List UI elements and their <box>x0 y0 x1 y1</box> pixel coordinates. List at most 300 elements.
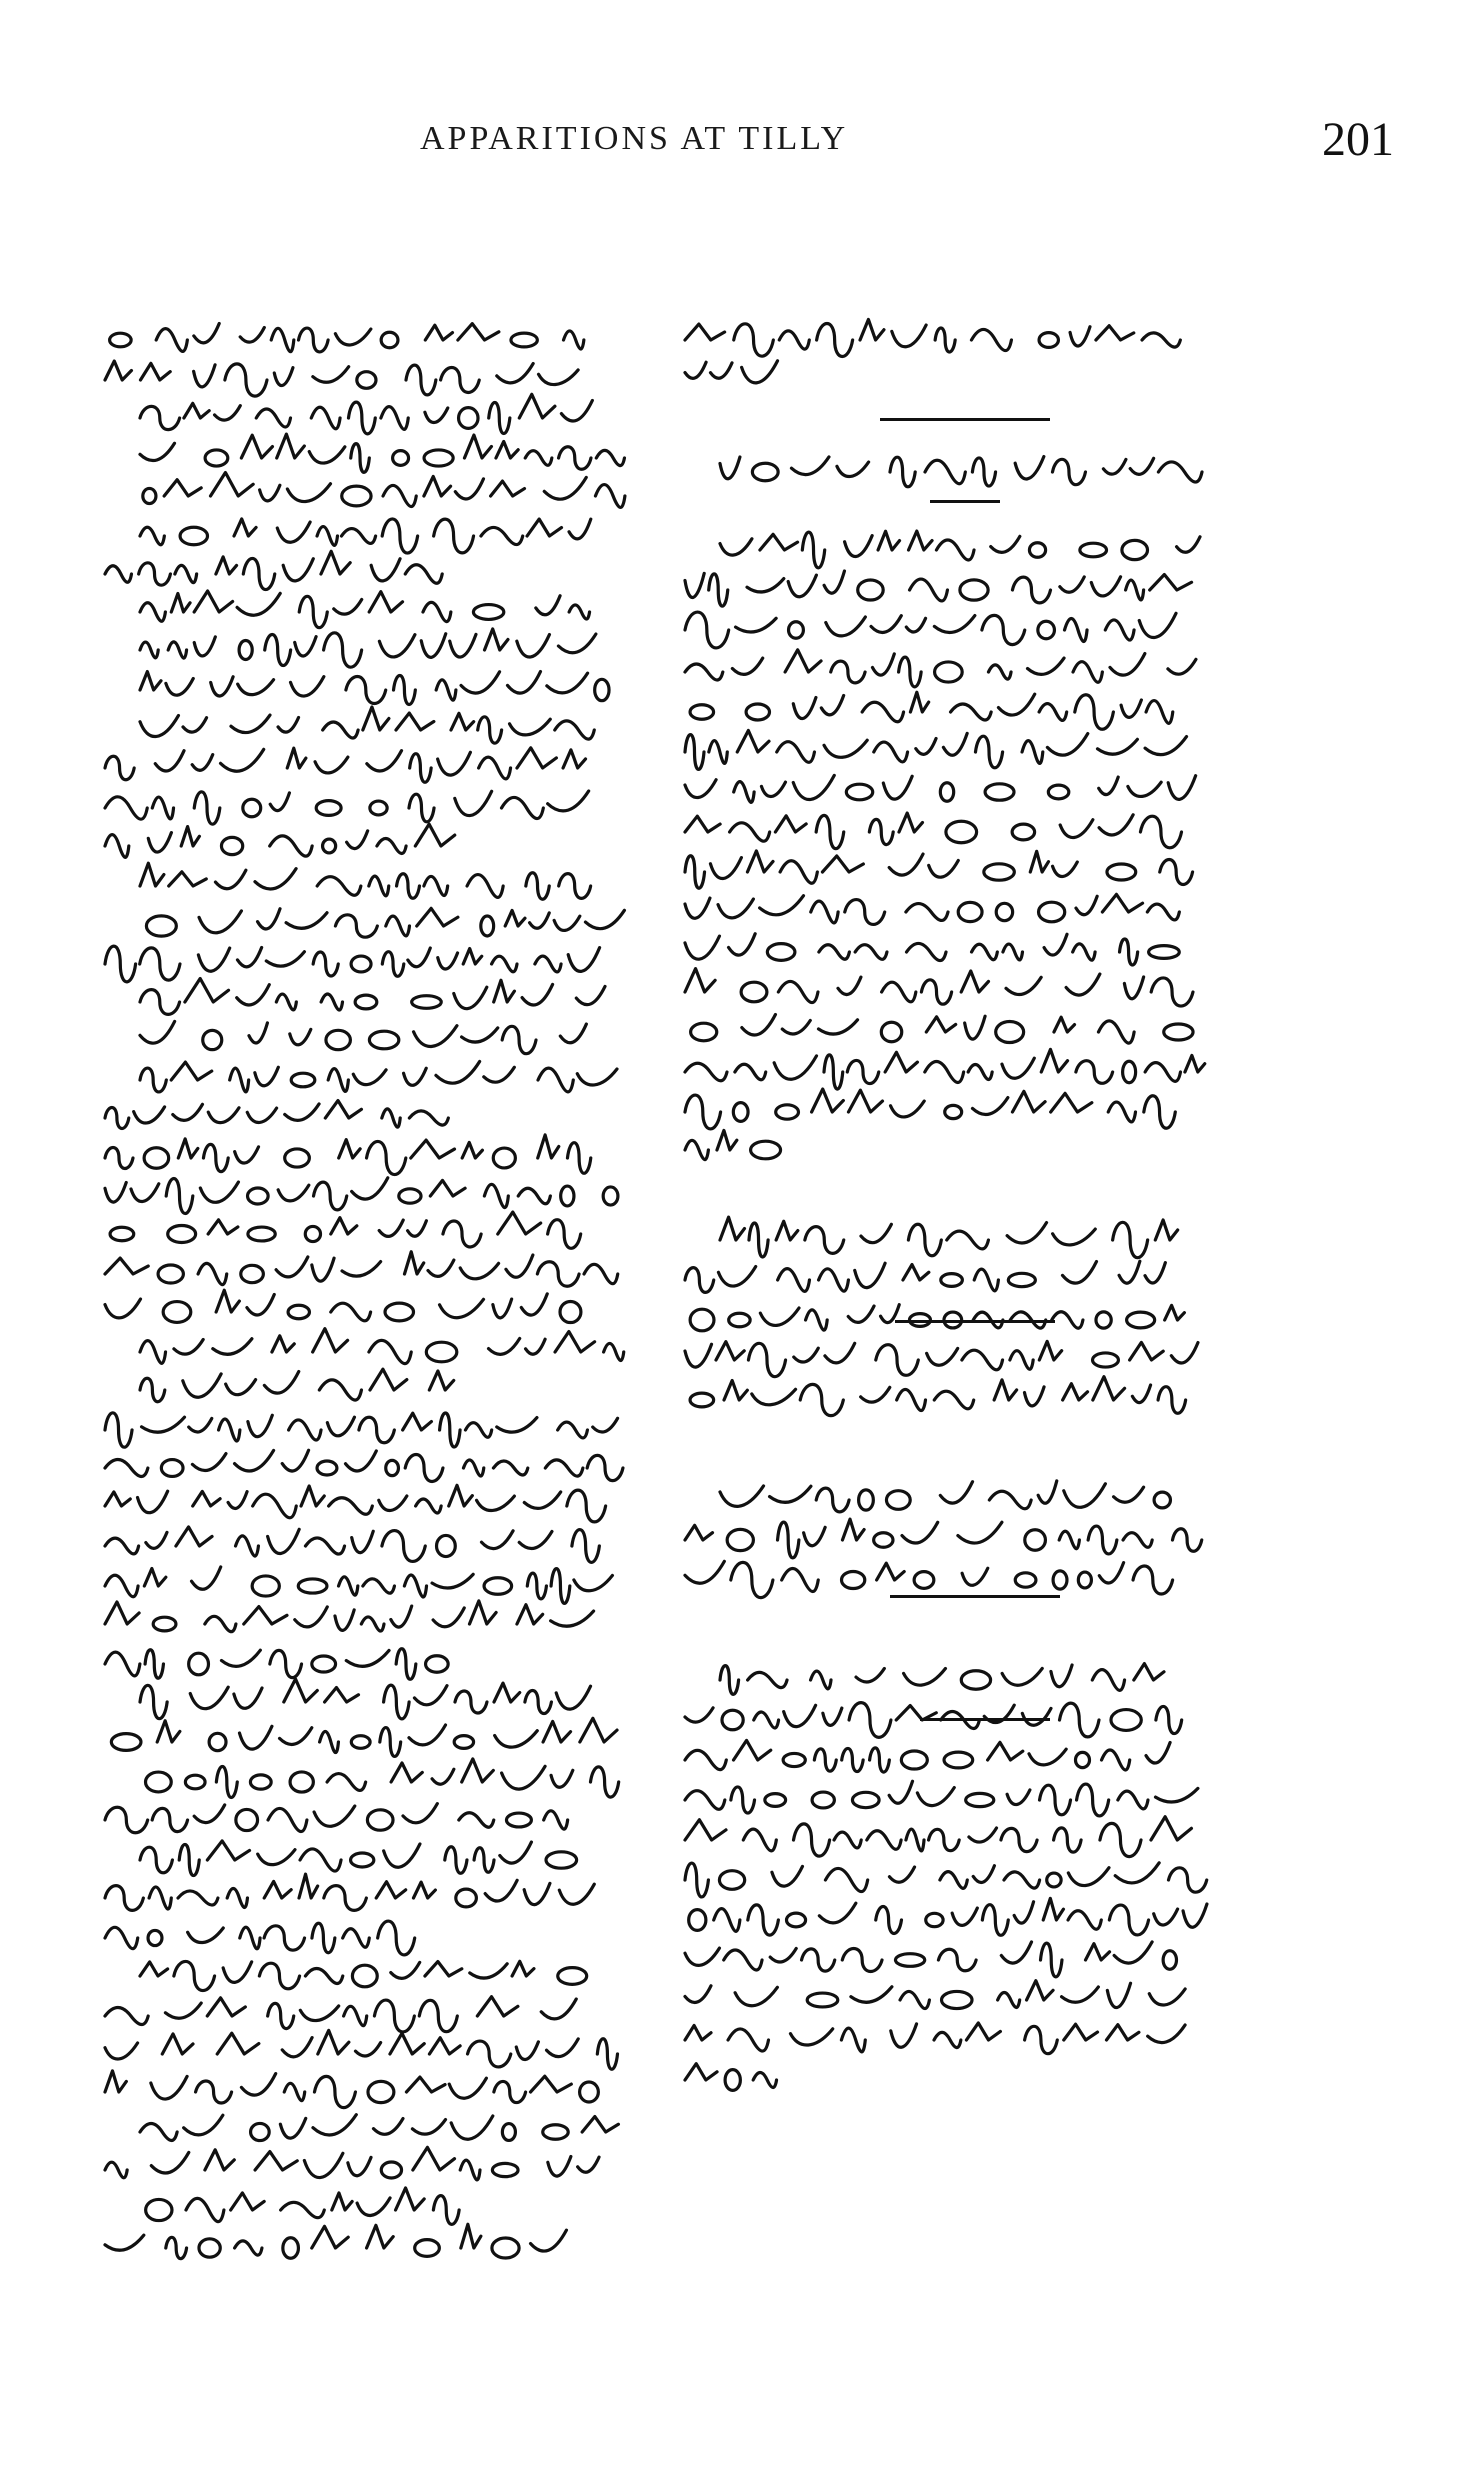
shorthand-glyph <box>324 1886 367 1911</box>
shorthand-glyph <box>288 1305 309 1318</box>
shorthand-glyph <box>105 361 131 380</box>
shorthand-glyph <box>429 2038 460 2054</box>
shorthand-glyph <box>936 540 974 560</box>
shorthand-glyph <box>146 2199 172 2220</box>
shorthand-glyph <box>1039 333 1058 348</box>
shorthand-glyph <box>1128 782 1161 796</box>
shorthand-glyph <box>264 1881 291 1898</box>
shorthand-glyph <box>474 1848 494 1872</box>
shorthand-glyph <box>1029 543 1045 558</box>
shorthand-glyph <box>430 1180 465 1196</box>
shorthand-glyph <box>855 945 887 960</box>
shorthand-glyph <box>497 1418 537 1433</box>
shorthand-glyph <box>1004 1872 1040 1888</box>
shorthand-glyph <box>1077 1784 1109 1816</box>
shorthand-glyph <box>685 898 710 918</box>
shorthand-glyph <box>455 791 492 815</box>
shorthand-glyph <box>685 2025 711 2040</box>
shorthand-glyph <box>194 591 232 612</box>
shorthand-glyph <box>467 875 503 898</box>
shorthand-glyph <box>917 1788 954 1806</box>
shorthand-glyph <box>423 602 451 621</box>
shorthand-glyph <box>456 1889 477 1907</box>
shorthand-glyph <box>105 1652 140 1676</box>
shorthand-glyph <box>192 755 213 771</box>
shorthand-glyph <box>314 1182 347 1210</box>
shorthand-glyph <box>282 2038 312 2057</box>
shorthand-glyph <box>926 1017 955 1032</box>
shorthand-glyph <box>838 977 861 994</box>
shorthand-glyph <box>1155 1220 1177 1240</box>
shorthand-glyph <box>146 1772 172 1792</box>
shorthand-glyph <box>105 756 134 780</box>
shorthand-glyph <box>355 995 377 1009</box>
shorthand-glyph <box>777 742 815 763</box>
shorthand-glyph <box>907 943 946 960</box>
shorthand-glyph <box>1054 1017 1075 1032</box>
shorthand-glyph <box>734 1740 771 1760</box>
shorthand-glyph <box>895 1954 924 1967</box>
shorthand-glyph <box>426 1656 449 1672</box>
shorthand-glyph <box>156 329 187 352</box>
shorthand-glyph <box>782 1568 819 1591</box>
shorthand-glyph <box>900 1991 929 2008</box>
shorthand-glyph <box>734 324 774 356</box>
shorthand-glyph <box>741 982 767 1002</box>
shorthand-glyph <box>1054 1828 1081 1852</box>
shorthand-glyph <box>1150 575 1192 590</box>
shorthand-glyph <box>105 1492 130 1506</box>
shorthand-glyph <box>248 1227 275 1241</box>
shorthand-glyph <box>1149 1989 1185 2005</box>
shorthand-glyph <box>1158 1387 1186 1414</box>
shorthand-glyph <box>821 695 843 714</box>
shorthand-glyph <box>192 1454 226 1471</box>
shorthand-glyph <box>512 1961 534 1976</box>
shorthand-glyph <box>867 1831 901 1850</box>
shorthand-glyph <box>317 527 337 546</box>
shorthand-glyph <box>1091 577 1120 596</box>
shorthand-glyph <box>255 869 296 889</box>
shorthand-glyph <box>290 1772 313 1792</box>
shorthand-glyph <box>538 1135 559 1158</box>
shorthand-glyph <box>825 1868 867 1891</box>
shorthand-glyph <box>321 551 350 574</box>
shorthand-glyph <box>525 451 552 466</box>
shorthand-glyph <box>1012 577 1050 603</box>
shorthand-glyph <box>140 863 164 886</box>
shorthand-glyph <box>481 916 494 936</box>
shorthand-glyph <box>1053 1229 1096 1245</box>
shorthand-glyph <box>582 2117 618 2132</box>
shorthand-glyph <box>961 1671 990 1689</box>
shorthand-glyph <box>901 1751 927 1769</box>
shorthand-glyph <box>231 2193 264 2210</box>
shorthand-glyph <box>441 368 480 393</box>
shorthand-glyph <box>371 559 400 581</box>
shorthand-glyph <box>1076 1061 1113 1084</box>
shorthand-glyph <box>144 1148 169 1169</box>
shorthand-glyph <box>1044 934 1067 955</box>
shorthand-glyph <box>760 1308 799 1325</box>
shorthand-glyph <box>559 1884 594 1904</box>
shorthand-glyph <box>473 605 503 620</box>
shorthand-glyph <box>313 367 349 383</box>
shorthand-glyph <box>783 1753 805 1766</box>
shorthand-glyph <box>770 1948 796 1962</box>
shorthand-glyph <box>685 612 729 648</box>
shorthand-glyph <box>198 1263 227 1284</box>
shorthand-glyph <box>925 460 965 483</box>
shorthand-glyph <box>926 1913 943 1926</box>
shorthand-glyph <box>205 1616 236 1631</box>
shorthand-glyph <box>576 986 605 1004</box>
shorthand-glyph <box>1080 543 1107 557</box>
shorthand-glyph <box>906 618 925 632</box>
shorthand-glyph <box>824 571 844 593</box>
shorthand-glyph <box>460 1263 498 1278</box>
shorthand-glyph <box>237 593 280 615</box>
shorthand-glyph <box>373 2119 402 2135</box>
shorthand-glyph <box>278 718 298 733</box>
shorthand-glyph <box>947 1231 989 1249</box>
shorthand-glyph <box>780 861 817 884</box>
shorthand-glyph <box>749 1223 768 1257</box>
shorthand-glyph <box>405 1455 443 1482</box>
shorthand-glyph <box>869 819 893 844</box>
shorthand-glyph <box>484 1067 515 1082</box>
shorthand-glyph <box>685 780 716 798</box>
shorthand-glyph <box>184 403 209 418</box>
shorthand-glyph <box>890 457 915 487</box>
shorthand-glyph <box>1168 659 1196 674</box>
shorthand-glyph <box>250 1775 271 1789</box>
shorthand-glyph <box>891 2024 917 2047</box>
shorthand-glyph <box>569 605 589 619</box>
shorthand-glyph <box>962 1350 1003 1370</box>
shorthand-glyph <box>369 1031 398 1049</box>
shorthand-glyph <box>348 2157 371 2175</box>
shorthand-glyph <box>492 956 517 972</box>
shorthand-glyph <box>1139 613 1176 637</box>
shorthand-glyph <box>295 1607 327 1627</box>
shorthand-glyph <box>719 1871 744 1890</box>
shorthand-glyph <box>849 1703 891 1738</box>
shorthand-glyph <box>782 1020 810 1034</box>
shorthand-glyph <box>163 1302 191 1323</box>
shorthand-glyph <box>413 1882 435 1898</box>
shorthand-glyph <box>770 1486 811 1502</box>
shorthand-glyph <box>305 1968 342 1983</box>
shorthand-glyph <box>747 579 784 592</box>
shorthand-glyph <box>714 1909 740 1932</box>
shorthand-glyph <box>1025 2026 1058 2053</box>
shorthand-glyph <box>140 990 180 1015</box>
shorthand-glyph <box>440 1299 484 1317</box>
shorthand-glyph <box>105 1575 138 1596</box>
shorthand-glyph <box>463 1460 483 1476</box>
shorthand-glyph <box>1093 1353 1119 1367</box>
shorthand-glyph <box>424 450 453 466</box>
shorthand-glyph <box>238 680 274 695</box>
shorthand-glyph <box>493 1299 512 1318</box>
running-title: APPARITIONS AT TILLY <box>420 120 849 157</box>
shorthand-glyph <box>327 1774 366 1791</box>
shorthand-glyph <box>720 539 752 555</box>
shorthand-glyph <box>1015 1573 1036 1587</box>
shorthand-glyph <box>264 1372 298 1394</box>
shorthand-glyph <box>1146 701 1173 724</box>
shorthand-glyph <box>897 1389 926 1410</box>
shorthand-glyph <box>315 757 348 773</box>
right-column-script <box>680 300 1240 2450</box>
shorthand-glyph <box>1098 739 1138 754</box>
shorthand-glyph <box>460 2160 480 2180</box>
section-divider <box>890 1595 1060 1598</box>
shorthand-glyph <box>145 1650 163 1678</box>
shorthand-glyph <box>819 1269 849 1291</box>
shorthand-glyph <box>825 1343 855 1363</box>
shorthand-glyph <box>462 1028 498 1042</box>
shorthand-glyph <box>370 1369 407 1390</box>
shorthand-glyph <box>341 529 375 544</box>
shorthand-glyph <box>1060 577 1084 592</box>
shorthand-glyph <box>277 434 305 458</box>
shorthand-glyph <box>535 956 561 972</box>
shorthand-glyph <box>485 1880 517 1901</box>
shorthand-glyph <box>753 2072 776 2087</box>
shorthand-glyph <box>998 1993 1020 2008</box>
shorthand-glyph <box>551 1569 570 1604</box>
shorthand-glyph <box>183 718 207 732</box>
shorthand-glyph <box>382 1109 400 1127</box>
shorthand-glyph <box>891 1101 925 1117</box>
shorthand-glyph <box>243 558 274 589</box>
shorthand-glyph <box>1024 1387 1044 1406</box>
shorthand-glyph <box>140 1021 175 1043</box>
shorthand-glyph <box>451 2116 493 2139</box>
shorthand-glyph <box>1099 777 1118 794</box>
shorthand-glyph <box>266 952 304 966</box>
shorthand-glyph <box>1156 1706 1182 1733</box>
shorthand-glyph <box>194 1805 224 1823</box>
shorthand-glyph <box>379 1496 407 1511</box>
shorthand-glyph <box>323 722 358 738</box>
shorthand-glyph <box>837 462 869 476</box>
shorthand-glyph <box>1106 2025 1138 2040</box>
shorthand-glyph <box>144 1569 166 1586</box>
shorthand-glyph <box>343 1929 370 1948</box>
shorthand-glyph <box>140 1378 165 1401</box>
shorthand-glyph <box>381 2162 401 2178</box>
shorthand-glyph <box>1002 1058 1034 1078</box>
shorthand-glyph <box>555 721 594 739</box>
shorthand-glyph <box>595 485 624 508</box>
shorthand-glyph <box>574 1575 613 1590</box>
shorthand-glyph <box>138 1491 168 1513</box>
shorthand-glyph <box>179 1844 199 1875</box>
shorthand-glyph <box>811 1671 831 1689</box>
shorthand-glyph <box>276 1257 308 1277</box>
shorthand-glyph <box>140 642 158 658</box>
shorthand-glyph <box>1075 695 1114 730</box>
shorthand-glyph <box>556 1686 590 1709</box>
shorthand-glyph <box>996 903 1012 920</box>
shorthand-glyph <box>450 634 476 657</box>
shorthand-glyph <box>965 1016 985 1039</box>
shorthand-glyph <box>544 1811 568 1829</box>
shorthand-glyph <box>972 1098 1007 1115</box>
shorthand-glyph <box>1177 537 1200 552</box>
shorthand-glyph <box>982 615 1025 644</box>
shorthand-glyph <box>845 536 873 557</box>
shorthand-glyph <box>461 2224 481 2248</box>
shorthand-glyph <box>369 1340 411 1363</box>
shorthand-glyph <box>433 2196 459 2225</box>
shorthand-glyph <box>889 1781 912 1803</box>
shorthand-glyph <box>952 1908 977 1925</box>
shorthand-glyph <box>287 484 330 502</box>
shorthand-glyph <box>264 1926 304 1950</box>
shorthand-glyph <box>428 1260 454 1276</box>
shorthand-glyph <box>1051 1093 1092 1112</box>
shorthand-glyph <box>791 457 828 475</box>
shorthand-glyph <box>194 637 215 656</box>
shorthand-glyph <box>178 1891 218 1905</box>
shorthand-glyph <box>443 1221 481 1247</box>
shorthand-glyph <box>788 575 816 597</box>
shorthand-glyph <box>241 1265 264 1282</box>
shorthand-glyph <box>1164 1024 1193 1040</box>
shorthand-glyph <box>140 1341 166 1364</box>
shorthand-glyph <box>1123 1061 1136 1083</box>
shorthand-glyph <box>812 1089 844 1112</box>
shorthand-glyph <box>412 2120 445 2135</box>
shorthand-glyph <box>283 2238 299 2259</box>
shorthand-glyph <box>459 1813 494 1827</box>
shorthand-glyph <box>1145 1063 1180 1082</box>
shorthand-glyph <box>685 1344 712 1367</box>
shorthand-glyph <box>794 1824 830 1856</box>
shorthand-glyph <box>346 676 386 703</box>
shorthand-glyph <box>524 1883 550 1904</box>
shorthand-glyph <box>314 1806 355 1826</box>
shorthand-glyph <box>462 1142 482 1158</box>
shorthand-glyph <box>804 1527 826 1545</box>
shorthand-glyph <box>239 1726 271 1749</box>
shorthand-glyph <box>326 1030 350 1049</box>
shorthand-glyph <box>207 1998 245 2016</box>
shorthand-glyph <box>1025 1530 1046 1550</box>
shorthand-glyph <box>748 1343 785 1376</box>
shorthand-glyph <box>521 1294 547 1315</box>
shorthand-glyph <box>1063 1384 1088 1400</box>
shorthand-glyph <box>603 1187 618 1205</box>
shorthand-glyph <box>494 1683 520 1702</box>
shorthand-glyph <box>729 934 756 955</box>
shorthand-glyph <box>429 1371 453 1390</box>
shorthand-glyph <box>517 635 550 657</box>
shorthand-glyph <box>1062 1987 1099 2002</box>
shorthand-glyph <box>409 794 434 822</box>
shorthand-glyph <box>709 574 728 606</box>
shorthand-glyph <box>189 1653 209 1675</box>
shorthand-glyph <box>555 1332 595 1352</box>
shorthand-glyph <box>1040 1785 1071 1815</box>
shorthand-glyph <box>369 876 389 896</box>
shorthand-glyph <box>235 1147 259 1163</box>
shorthand-glyph <box>208 1108 239 1123</box>
shorthand-glyph <box>455 1691 487 1713</box>
shorthand-glyph <box>190 1687 228 1709</box>
shorthand-glyph <box>494 2081 526 2102</box>
shorthand-glyph <box>904 1669 946 1686</box>
shorthand-glyph <box>578 2157 599 2172</box>
shorthand-glyph <box>319 1380 361 1400</box>
shorthand-glyph <box>778 1522 799 1558</box>
shorthand-glyph <box>1102 894 1142 912</box>
shorthand-glyph <box>285 1104 319 1120</box>
shorthand-glyph <box>1007 1790 1030 1805</box>
shorthand-glyph <box>105 1299 140 1318</box>
shorthand-glyph <box>752 1389 796 1404</box>
shorthand-glyph <box>282 1450 308 1471</box>
shorthand-glyph <box>1168 776 1195 800</box>
shorthand-glyph <box>1118 1791 1148 1809</box>
shorthand-glyph <box>988 665 1011 679</box>
shorthand-glyph <box>230 1068 249 1092</box>
shorthand-glyph <box>554 916 580 930</box>
shorthand-glyph <box>348 402 375 434</box>
shorthand-glyph <box>281 2202 325 2217</box>
shorthand-glyph <box>502 797 544 818</box>
shorthand-glyph <box>255 2152 297 2170</box>
shorthand-glyph <box>368 2081 394 2102</box>
shorthand-glyph <box>478 717 502 743</box>
shorthand-glyph <box>685 1525 712 1540</box>
shorthand-glyph <box>1114 1942 1152 1963</box>
shorthand-glyph <box>1092 1670 1124 1691</box>
shorthand-glyph <box>1022 1708 1051 1725</box>
shorthand-glyph <box>774 1056 816 1079</box>
shorthand-glyph <box>390 2033 424 2054</box>
shorthand-glyph <box>1151 1817 1191 1840</box>
shorthand-glyph <box>451 713 474 730</box>
shorthand-glyph <box>826 617 866 636</box>
shorthand-glyph <box>558 1968 587 1985</box>
shorthand-glyph <box>733 1103 748 1122</box>
shorthand-glyph <box>312 1923 335 1952</box>
shorthand-glyph <box>1130 1342 1164 1360</box>
shorthand-glyph <box>1151 978 1193 1006</box>
shorthand-glyph <box>493 1461 527 1475</box>
shorthand-glyph <box>969 1828 997 1842</box>
shorthand-glyph <box>134 1107 165 1123</box>
shorthand-glyph <box>409 1111 448 1125</box>
shorthand-glyph <box>691 1023 717 1041</box>
shorthand-glyph <box>874 742 908 762</box>
shorthand-glyph <box>258 909 280 929</box>
shorthand-glyph <box>938 1949 976 1971</box>
shorthand-glyph <box>729 1313 750 1327</box>
shorthand-glyph <box>408 1221 427 1237</box>
shorthand-glyph <box>871 616 901 633</box>
shorthand-glyph <box>966 2023 1000 2040</box>
shorthand-glyph <box>200 1182 238 1202</box>
shorthand-glyph <box>685 664 723 680</box>
shorthand-glyph <box>842 1571 865 1588</box>
shorthand-glyph <box>406 2077 445 2092</box>
